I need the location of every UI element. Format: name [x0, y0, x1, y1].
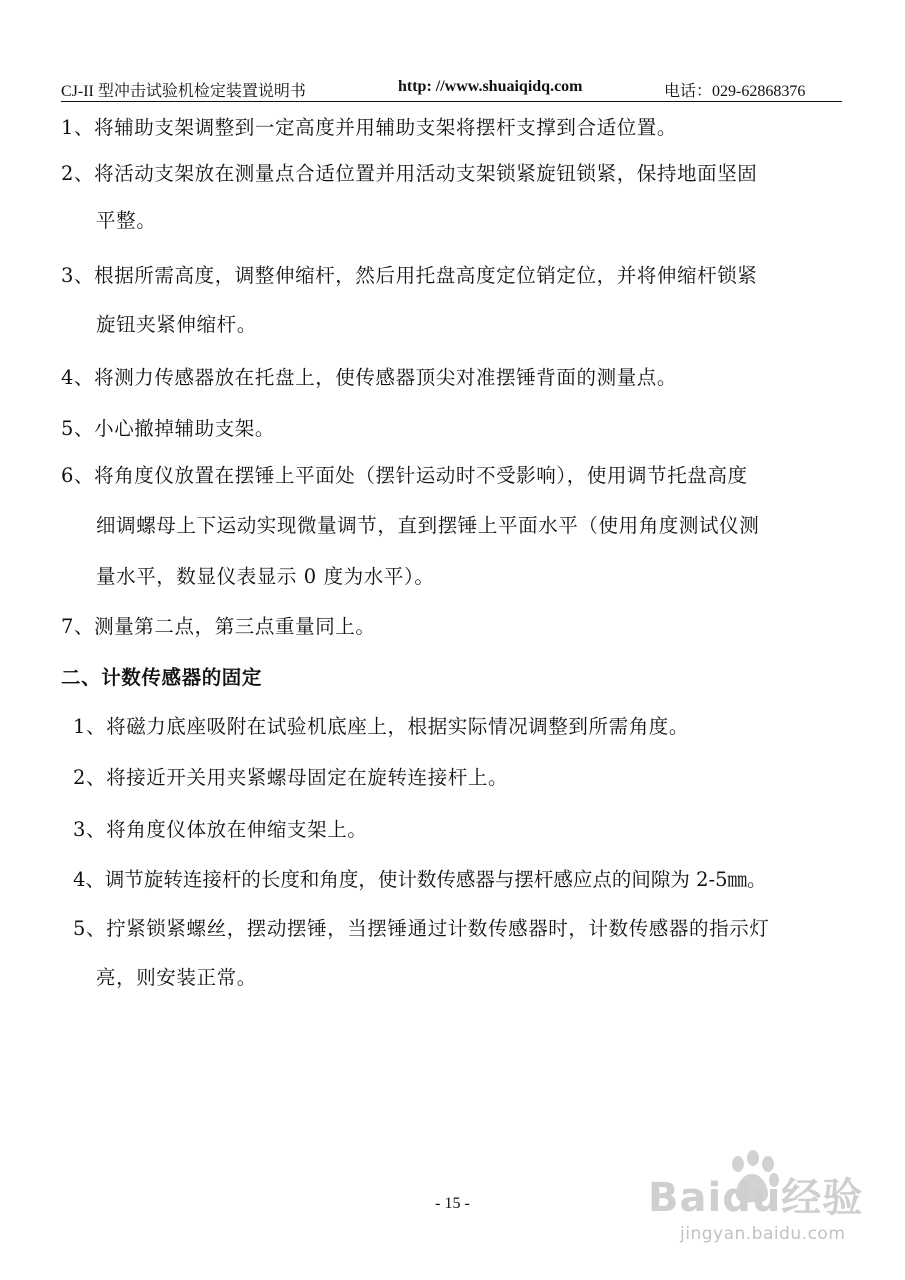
watermark-sub-text: jingyan.baidu.com: [680, 1224, 846, 1244]
step-6-cont-2: 量水平，数显仪表显示 0 度为水平）。: [96, 565, 435, 588]
header-url: http: //www.shuaiqidq.com: [398, 78, 583, 95]
fix-step-5-cont: 亮，则安装正常。: [96, 966, 257, 989]
page-number: - 15 -: [435, 1195, 470, 1212]
baidu-watermark: [640, 1150, 880, 1260]
page-header: [61, 78, 842, 102]
fix-step-3: 3、将角度仪体放在伸缩支架上。: [73, 818, 368, 841]
step-3-cont: 旋钮夹紧伸缩杆。: [96, 313, 257, 336]
step-2-cont: 平整。: [96, 209, 157, 232]
step-4: 4、将测力传感器放在托盘上，使传感器顶尖对准摆锤背面的测量点。: [61, 366, 678, 389]
fix-step-1: 1、将磁力底座吸附在试验机底座上，根据实际情况调整到所需角度。: [73, 715, 690, 738]
watermark-main-text: Baidu经验: [648, 1175, 864, 1221]
step-6: 6、将角度仪放置在摆锤上平面处（摆针运动时不受影响），使用调节托盘高度: [61, 464, 748, 487]
header-rule: [61, 101, 842, 102]
step-5: 5、小心撤掉辅助支架。: [61, 417, 276, 440]
fix-step-4: 4、调节旋转连接杆的长度和角度，使计数传感器与摆杆感应点的间隙为 2-5㎜。: [73, 868, 767, 891]
fix-step-5: 5、拧紧锁紧螺丝，摆动摆锤，当摆锤通过计数传感器时，计数传感器的指示灯: [73, 917, 770, 940]
step-2: 2、将活动支架放在测量点合适位置并用活动支架锁紧旋钮锁紧，保持地面坚固: [61, 162, 758, 185]
header-title: CJ-II 型冲击试验机检定装置说明书: [61, 83, 306, 100]
header-phone: 电话：029-62868376: [664, 83, 806, 100]
fix-step-2: 2、将接近开关用夹紧螺母固定在旋转连接杆上。: [73, 766, 509, 789]
step-7: 7、测量第二点，第三点重量同上。: [61, 615, 376, 638]
step-3: 3、根据所需高度，调整伸缩杆，然后用托盘高度定位销定位，并将伸缩杆锁紧: [61, 264, 758, 287]
step-1: 1、将辅助支架调整到一定高度并用辅助支架将摆杆支撑到合适位置。: [61, 116, 678, 139]
step-6-cont-1: 细调螺母上下运动实现微量调节，直到摆锤上平面水平（使用角度测试仪测: [96, 514, 760, 537]
section-heading: 二、计数传感器的固定: [61, 666, 263, 689]
